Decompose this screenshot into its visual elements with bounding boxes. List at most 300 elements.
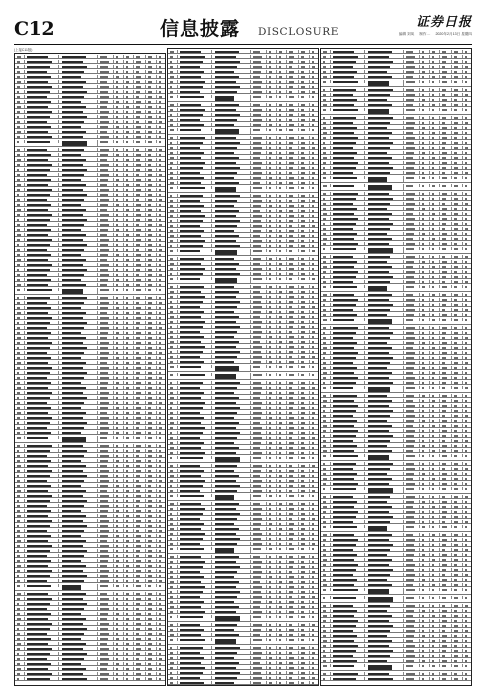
table-cell: [421, 303, 430, 306]
table-cell: [367, 394, 404, 397]
table-cell: [26, 652, 59, 655]
table-cell: [441, 247, 452, 250]
table-cell: [61, 411, 98, 414]
table-cell: [278, 532, 287, 535]
table-cell: [278, 416, 287, 419]
table-cell: [421, 197, 430, 200]
table-cell: [464, 212, 472, 215]
table-cell: [431, 88, 440, 91]
table-cell: [16, 544, 25, 547]
table-cell: [252, 532, 267, 535]
table-cell: [288, 113, 299, 116]
table-cell: [332, 75, 365, 78]
table-cell: [61, 283, 98, 286]
table-cell: [464, 563, 472, 566]
table-cell: [169, 585, 178, 588]
table-cell: [431, 265, 440, 268]
table-cell: [311, 128, 319, 131]
table-cell: [115, 296, 124, 299]
table-cell: [16, 479, 25, 482]
table-cell: [288, 305, 299, 308]
table-cell: [300, 595, 310, 598]
table-cell: [26, 431, 59, 434]
table-cell: [332, 298, 365, 301]
table-cell: [16, 223, 25, 226]
table-cell: [367, 176, 404, 182]
table-cell: [99, 464, 114, 467]
table-cell: [268, 628, 277, 631]
table-cell: [214, 350, 251, 353]
table-cell: [125, 617, 134, 620]
table-cell: [464, 414, 472, 417]
table-cell: [464, 260, 472, 263]
table-cell: [99, 366, 114, 369]
table-cell: [252, 113, 267, 116]
table-cell: [278, 633, 287, 636]
table-cell: [16, 534, 25, 537]
table-cell: [405, 192, 420, 195]
table-cell: [367, 644, 404, 647]
table-cell: [179, 464, 212, 467]
table-cell: [16, 268, 25, 271]
table-cell: [26, 612, 59, 615]
table-cell: [125, 183, 134, 186]
table-cell: [179, 595, 212, 598]
table-cell: [405, 664, 420, 667]
table-cell: [421, 596, 430, 599]
table-cell: [99, 426, 114, 429]
table-cell: [147, 652, 157, 655]
table-cell: [453, 50, 463, 53]
table-cell: [431, 624, 440, 627]
table-cell: [147, 203, 157, 206]
table-cell: [300, 527, 310, 530]
table-cell: [322, 664, 331, 667]
table-cell: [115, 163, 124, 166]
table-cell: [61, 509, 98, 512]
table-cell: [453, 649, 463, 652]
table-cell: [16, 321, 25, 324]
table-cell: [278, 570, 287, 573]
table-cell: [311, 666, 319, 669]
table-cell: [115, 178, 124, 181]
table-cell: [147, 198, 157, 201]
table-cell: [453, 93, 463, 96]
table-cell: [278, 340, 287, 343]
table-cell: [367, 639, 404, 642]
table-cell: [125, 554, 134, 557]
table-cell: [300, 214, 310, 217]
table-cell: [268, 310, 277, 313]
table-cell: [268, 381, 277, 384]
table-cell: [135, 559, 146, 562]
table-cell: [288, 590, 299, 593]
table-cell: [332, 126, 365, 129]
table-cell: [169, 355, 178, 358]
table-cell: [278, 484, 287, 487]
table-cell: [61, 406, 98, 409]
table-cell: [464, 197, 472, 200]
table-cell: [115, 449, 124, 452]
table-cell: [158, 75, 166, 78]
table-cell: [431, 336, 440, 339]
table-cell: [16, 331, 25, 334]
table-cell: [147, 223, 157, 226]
table-cell: [26, 597, 59, 600]
table-cell: [135, 278, 146, 281]
table-cell: [169, 489, 178, 492]
table-cell: [147, 592, 157, 595]
table-cell: [147, 173, 157, 176]
table-cell: [61, 115, 98, 118]
table-cell: [115, 376, 124, 379]
table-cell: [115, 253, 124, 256]
table-cell: [453, 116, 463, 119]
table-cell: [252, 229, 267, 232]
table-cell: [367, 553, 404, 556]
table-cell: [214, 95, 251, 101]
table-cell: [464, 515, 472, 518]
table-cell: [135, 411, 146, 414]
table-cell: [332, 116, 365, 119]
table-cell: [288, 522, 299, 525]
table-cell: [441, 609, 452, 612]
table-cell: [453, 399, 463, 402]
table-cell: [367, 515, 404, 518]
table-cell: [214, 469, 251, 472]
table-cell: [99, 431, 114, 434]
table-cell: [26, 602, 59, 605]
table-cell: [421, 202, 430, 205]
table-cell: [61, 386, 98, 389]
table-cell: [322, 70, 331, 73]
table-cell: [125, 173, 134, 176]
table-cell: [278, 305, 287, 308]
table-cell: [115, 301, 124, 304]
table-cell: [311, 605, 319, 608]
table-cell: [268, 95, 277, 98]
table-cell: [288, 60, 299, 63]
table-cell: [278, 60, 287, 63]
table-cell: [311, 436, 319, 439]
table-cell: [135, 100, 146, 103]
table-cell: [268, 638, 277, 641]
table-cell: [179, 290, 212, 293]
table-cell: [441, 404, 452, 407]
table-cell: [115, 351, 124, 354]
table-cell: [453, 285, 463, 288]
table-cell: [158, 168, 166, 171]
table-cell: [322, 298, 331, 301]
table-cell: [26, 416, 59, 419]
table-cell: [61, 158, 98, 161]
table-cell: [300, 360, 310, 363]
table-cell: [421, 454, 430, 457]
table-cell: [367, 614, 404, 617]
table-cell: [99, 564, 114, 567]
table-cell: [26, 95, 59, 98]
table-cell: [169, 151, 178, 154]
table-cell: [278, 426, 287, 429]
table-cell: [179, 381, 212, 384]
table-cell: [135, 524, 146, 527]
table-cell: [99, 110, 114, 113]
table-cell: [26, 421, 59, 424]
table-cell: [464, 356, 472, 359]
table-cell: [464, 434, 472, 437]
table-cell: [252, 257, 267, 260]
table-cell: [115, 479, 124, 482]
table-cell: [431, 444, 440, 447]
table-cell: [288, 391, 299, 394]
table-cell: [464, 207, 472, 210]
table-cell: [441, 156, 452, 159]
table-cell: [99, 662, 114, 665]
table-cell: [300, 676, 310, 679]
table-cell: [464, 568, 472, 571]
table-cell: [169, 507, 178, 510]
table-cell: [441, 664, 452, 667]
table-cell: [421, 386, 430, 389]
table-cell: [278, 373, 287, 376]
table-cell: [169, 416, 178, 419]
table-cell: [169, 365, 178, 368]
table-cell: [115, 75, 124, 78]
table-cell: [135, 632, 146, 635]
table-cell: [61, 617, 98, 620]
table-cell: [26, 672, 59, 675]
table-cell: [322, 409, 331, 412]
table-cell: [135, 326, 146, 329]
table-cell: [431, 318, 440, 321]
table-cell: [453, 207, 463, 210]
table-cell: [158, 125, 166, 128]
table-cell: [421, 449, 430, 452]
table-cell: [115, 233, 124, 236]
table-cell: [464, 634, 472, 637]
table-cell: [453, 444, 463, 447]
table-cell: [26, 75, 59, 78]
table-cell: [278, 350, 287, 353]
table-cell: [453, 381, 463, 384]
table-cell: [135, 421, 146, 424]
table-cell: [278, 300, 287, 303]
table-cell: [332, 573, 365, 576]
table-cell: [464, 543, 472, 546]
table-cell: [431, 161, 440, 164]
table-cell: [125, 238, 134, 241]
table-cell: [252, 426, 267, 429]
table-cell: [214, 219, 251, 222]
table-cell: [288, 90, 299, 93]
table-cell: [169, 522, 178, 525]
table-cell: [125, 115, 134, 118]
table-cell: [288, 527, 299, 530]
table-cell: [453, 500, 463, 503]
table-cell: [268, 494, 277, 497]
table-cell: [99, 140, 114, 143]
table-cell: [26, 248, 59, 251]
table-cell: [179, 656, 212, 659]
table-cell: [158, 574, 166, 577]
table-cell: [179, 365, 212, 368]
table-cell: [115, 238, 124, 241]
table-cell: [214, 320, 251, 323]
table-cell: [405, 232, 420, 235]
table-cell: [179, 95, 212, 98]
table-cell: [421, 634, 430, 637]
table-cell: [158, 183, 166, 186]
table-cell: [61, 321, 98, 324]
table-cell: [288, 103, 299, 106]
table-cell: [421, 351, 430, 354]
table-cell: [367, 386, 404, 392]
table-cell: [453, 439, 463, 442]
table-cell: [288, 95, 299, 98]
table-cell: [332, 604, 365, 607]
table-cell: [453, 644, 463, 647]
table-cell: [125, 273, 134, 276]
table-cell: [322, 336, 331, 339]
table-cell: [300, 590, 310, 593]
listing-column-1: [14, 53, 166, 686]
table-cell: [322, 510, 331, 513]
table-cell: [322, 444, 331, 447]
table-cell: [99, 65, 114, 68]
table-cell: [252, 272, 267, 275]
table-cell: [288, 295, 299, 298]
table-cell: [367, 634, 404, 637]
table-cell: [99, 213, 114, 216]
table-cell: [431, 596, 440, 599]
table-cell: [300, 489, 310, 492]
table-cell: [214, 651, 251, 654]
table-cell: [169, 295, 178, 298]
table-cell: [288, 633, 299, 636]
table-cell: [214, 360, 251, 363]
table-cell: [147, 356, 157, 359]
table-cell: [16, 263, 25, 266]
table-cell: [125, 253, 134, 256]
table-cell: [179, 229, 212, 232]
table-cell: [99, 218, 114, 221]
table-cell: [300, 244, 310, 247]
table-cell: [158, 647, 166, 650]
table-cell: [169, 75, 178, 78]
table-row: [321, 587, 471, 595]
table-cell: [288, 199, 299, 202]
table-cell: [268, 108, 277, 111]
table-cell: [300, 108, 310, 111]
table-cell: [147, 301, 157, 304]
table-cell: [431, 538, 440, 541]
table-cell: [431, 75, 440, 78]
table-cell: [115, 148, 124, 151]
table-cell: [431, 151, 440, 154]
table-cell: [169, 512, 178, 515]
table-cell: [169, 108, 178, 111]
table-cell: [26, 60, 59, 63]
table-cell: [268, 136, 277, 139]
table-cell: [147, 85, 157, 88]
table-cell: [147, 376, 157, 379]
table-cell: [453, 677, 463, 680]
table-cell: [214, 209, 251, 212]
table-cell: [99, 406, 114, 409]
table-cell: [464, 131, 472, 134]
table-row: [168, 680, 318, 685]
table-cell: [441, 103, 452, 106]
table-cell: [125, 509, 134, 512]
table-cell: [125, 120, 134, 123]
table-cell: [169, 103, 178, 106]
table-cell: [16, 459, 25, 462]
table-cell: [311, 416, 319, 419]
table-cell: [278, 517, 287, 520]
table-cell: [147, 479, 157, 482]
table-cell: [453, 192, 463, 195]
table-cell: [135, 198, 146, 201]
table-cell: [332, 161, 365, 164]
table-cell: [431, 255, 440, 258]
table-cell: [278, 219, 287, 222]
table-cell: [464, 98, 472, 101]
table-cell: [288, 555, 299, 558]
table-cell: [311, 136, 319, 139]
table-cell: [453, 472, 463, 475]
table-cell: [268, 595, 277, 598]
table-cell: [147, 426, 157, 429]
table-cell: [441, 171, 452, 174]
table-cell: [169, 267, 178, 270]
table-cell: [147, 597, 157, 600]
table-cell: [158, 311, 166, 314]
table-cell: [214, 373, 251, 379]
table-cell: [332, 624, 365, 627]
table-cell: [421, 242, 430, 245]
table-cell: [464, 664, 472, 667]
table-cell: [158, 296, 166, 299]
table-cell: [169, 474, 178, 477]
table-cell: [367, 50, 404, 53]
table-cell: [367, 588, 404, 594]
table-cell: [179, 267, 212, 270]
table-cell: [214, 239, 251, 242]
table-cell: [464, 520, 472, 523]
table-cell: [322, 285, 331, 288]
table-cell: [115, 396, 124, 399]
table-cell: [441, 563, 452, 566]
table-cell: [332, 654, 365, 657]
table-cell: [405, 275, 420, 278]
table-cell: [26, 110, 59, 113]
table-cell: [278, 671, 287, 674]
table-cell: [61, 444, 98, 447]
table-cell: [322, 568, 331, 571]
table-cell: [278, 151, 287, 154]
table-cell: [311, 532, 319, 535]
table-cell: [332, 171, 365, 174]
table-cell: [288, 85, 299, 88]
table-cell: [311, 199, 319, 202]
table-cell: [169, 325, 178, 328]
table-cell: [421, 500, 430, 503]
table-cell: [135, 627, 146, 630]
table-cell: [61, 564, 98, 567]
table-cell: [147, 386, 157, 389]
table-cell: [158, 474, 166, 477]
table-cell: [99, 85, 114, 88]
